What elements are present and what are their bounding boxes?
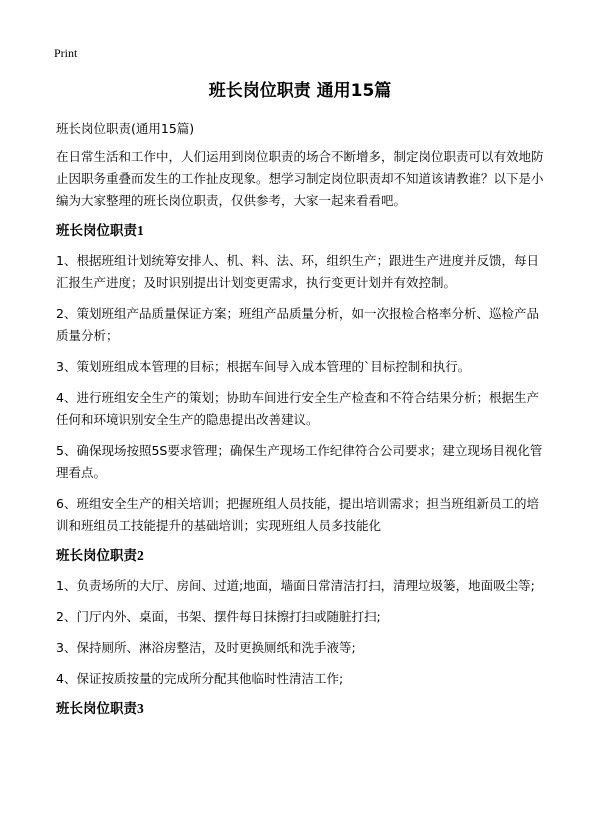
print-label: Print <box>54 46 78 60</box>
section-1-item-5: 5、确保现场按照5S要求管理；确保生产现场工作纪律符合公司要求；建立现场目视化管理看点。 <box>56 443 543 480</box>
section-1-item-6: 6、班组安全生产的相关培训；把握班组人员技能，提出培训需求；担当班组新员工的培训和班组员工技能提升的基础培训；实现班组人员多技能化 <box>56 496 539 533</box>
section-heading-2: 班长岗位职责2 <box>56 548 144 563</box>
section-2-item-4: 4、保证按质按量的完成所分配其他临时性清洁工作; <box>56 671 344 686</box>
section-1-item-2: 2、策划班组产品质量保证方案；班组产品质量分析，如一次报检合格率分析、巡检产品质量分析； <box>56 306 539 343</box>
section-1-item-4: 4、进行班组安全生产的策划；协助车间进行安全生产检查和不符合结果分析；根据生产任何和环境识别安全生产的隐患提出改善建议。 <box>56 390 539 427</box>
section-2-item-1: 1、负责场所的大厅、房间、过道;地面，墙面日常清洁打扫，清理垃圾篓，地面吸尘等; <box>56 578 535 593</box>
document-body <box>56 118 546 728</box>
intro-paragraph: 在日常生活和工作中，人们运用到岗位职责的场合不断增多，制定岗位职责可以有效地防止因职务重叠而发生的工作扯皮现象。想学习制定岗位职责却不知道该请教谁？以下是小编为大家整理的班长岗位职责，仅供参考，大家一起来看看吧。 <box>56 149 544 208</box>
section-heading-1: 班长岗位职责1 <box>56 223 144 238</box>
document-subtitle: 班长岗位职责(通用15篇) <box>56 121 195 136</box>
section-1-item-3: 3、策划班组成本管理的目标；根据车间导入成本管理的`目标控制和执行。 <box>56 359 471 374</box>
document-title: 班长岗位职责 通用15篇 <box>208 81 392 101</box>
section-2-item-2: 2、门厅内外、桌面，书架、摆件每日抹擦打扫或随脏打扫; <box>56 609 381 624</box>
section-heading-3: 班长岗位职责3 <box>56 701 144 716</box>
section-2-item-3: 3、保持厕所、淋浴房整洁，及时更换厕纸和洗手液等; <box>56 640 356 655</box>
section-1-item-1: 1、根据班组计划统筹安排人、机、料、法、环，组织生产；跟进生产进度并反馈，每日汇报生产进度；及时识别提出计划变更需求，执行变更计划并有效控制。 <box>56 253 539 290</box>
